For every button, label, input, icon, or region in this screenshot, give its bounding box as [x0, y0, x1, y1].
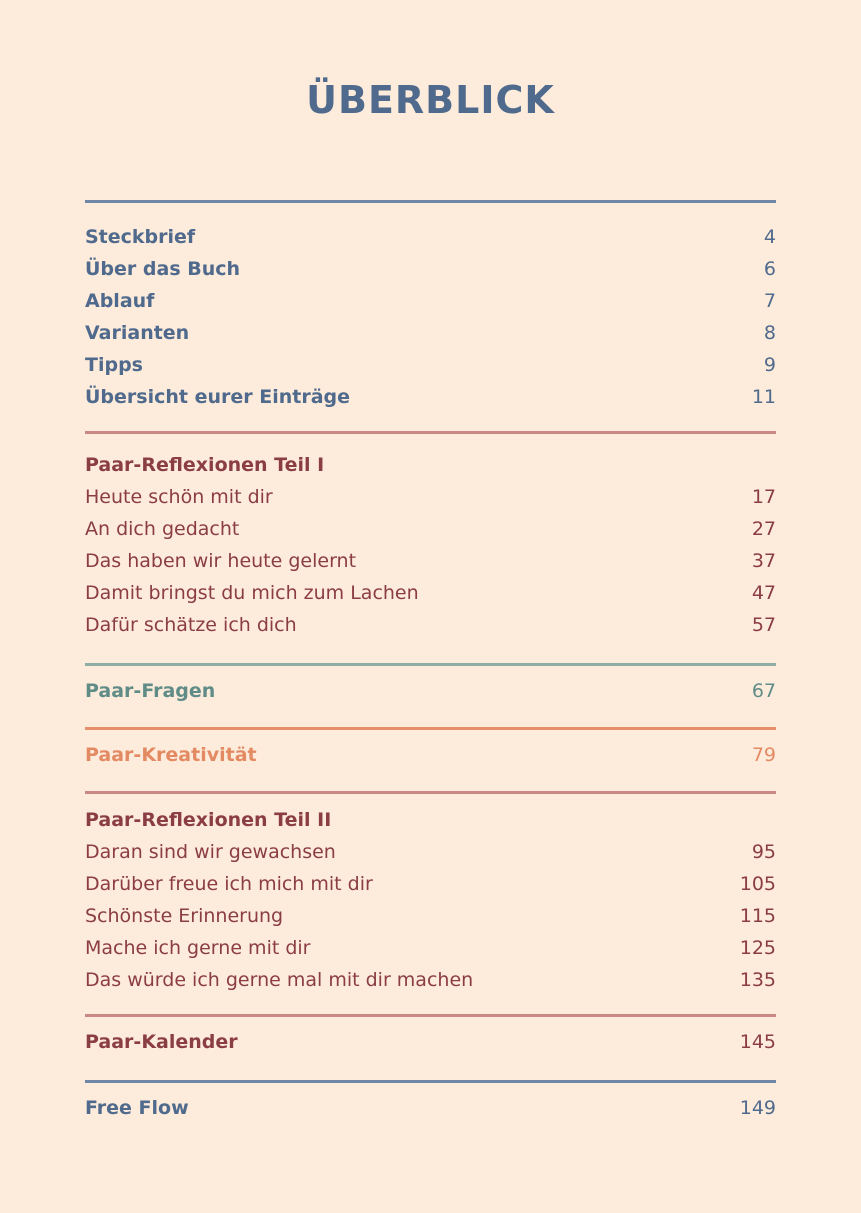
toc-entry-steckbrief[interactable]: Steckbrief 4	[85, 226, 776, 248]
toc-section-heading[interactable]: Paar-Reflexionen Teil I	[85, 454, 325, 476]
toc-entry-paar-kalender[interactable]: Paar-Kalender 145	[85, 1031, 776, 1053]
toc-section-free-flow	[85, 1080, 776, 1124]
toc-entry[interactable]: Darüber freue ich mich mit dir 105	[85, 873, 776, 895]
toc-entry-tipps[interactable]: Tipps 9	[85, 354, 776, 376]
toc-section-heading[interactable]: Paar-Reflexionen Teil II	[85, 809, 332, 831]
toc-section-reflexionen-2	[85, 791, 776, 1014]
toc-entry-uebersicht[interactable]: Übersicht eurer Einträge 11	[85, 386, 776, 408]
toc-section-intro	[85, 200, 776, 431]
toc-entry[interactable]: Mache ich gerne mit dir 125	[85, 937, 776, 959]
toc-entry[interactable]: Schönste Erinnerung 115	[85, 905, 776, 927]
toc-entry[interactable]: An dich gedacht 27	[85, 518, 776, 540]
toc-section-reflexionen-1	[85, 431, 776, 663]
toc-entry[interactable]: Daran sind wir gewachsen 95	[85, 841, 776, 863]
toc-entry-free-flow[interactable]: Free Flow 149	[85, 1097, 776, 1119]
toc-entry-ablauf[interactable]: Ablauf 7	[85, 290, 776, 312]
toc-section-paar-kalender	[85, 1014, 776, 1080]
toc-entry[interactable]: Das haben wir heute gelernt 37	[85, 550, 776, 572]
toc-section-paar-kreativitaet	[85, 727, 776, 791]
toc-entry[interactable]: Dafür schätze ich dich 57	[85, 614, 776, 636]
toc-entry[interactable]: Heute schön mit dir 17	[85, 486, 776, 508]
page-title: ÜBERBLICK	[306, 78, 555, 122]
toc-entry[interactable]: Damit bringst du mich zum Lachen 47	[85, 582, 776, 604]
toc-entry-ueber-das-buch[interactable]: Über das Buch 6	[85, 258, 776, 280]
toc-entry[interactable]: Das würde ich gerne mal mit dir machen 135	[85, 969, 776, 991]
toc-section-paar-fragen	[85, 663, 776, 727]
toc-entry-paar-fragen[interactable]: Paar-Fragen 67	[85, 680, 776, 702]
toc-entry-paar-kreativitaet[interactable]: Paar-Kreativität 79	[85, 744, 776, 766]
table-of-contents	[85, 200, 776, 1124]
toc-entry-varianten[interactable]: Varianten 8	[85, 322, 776, 344]
